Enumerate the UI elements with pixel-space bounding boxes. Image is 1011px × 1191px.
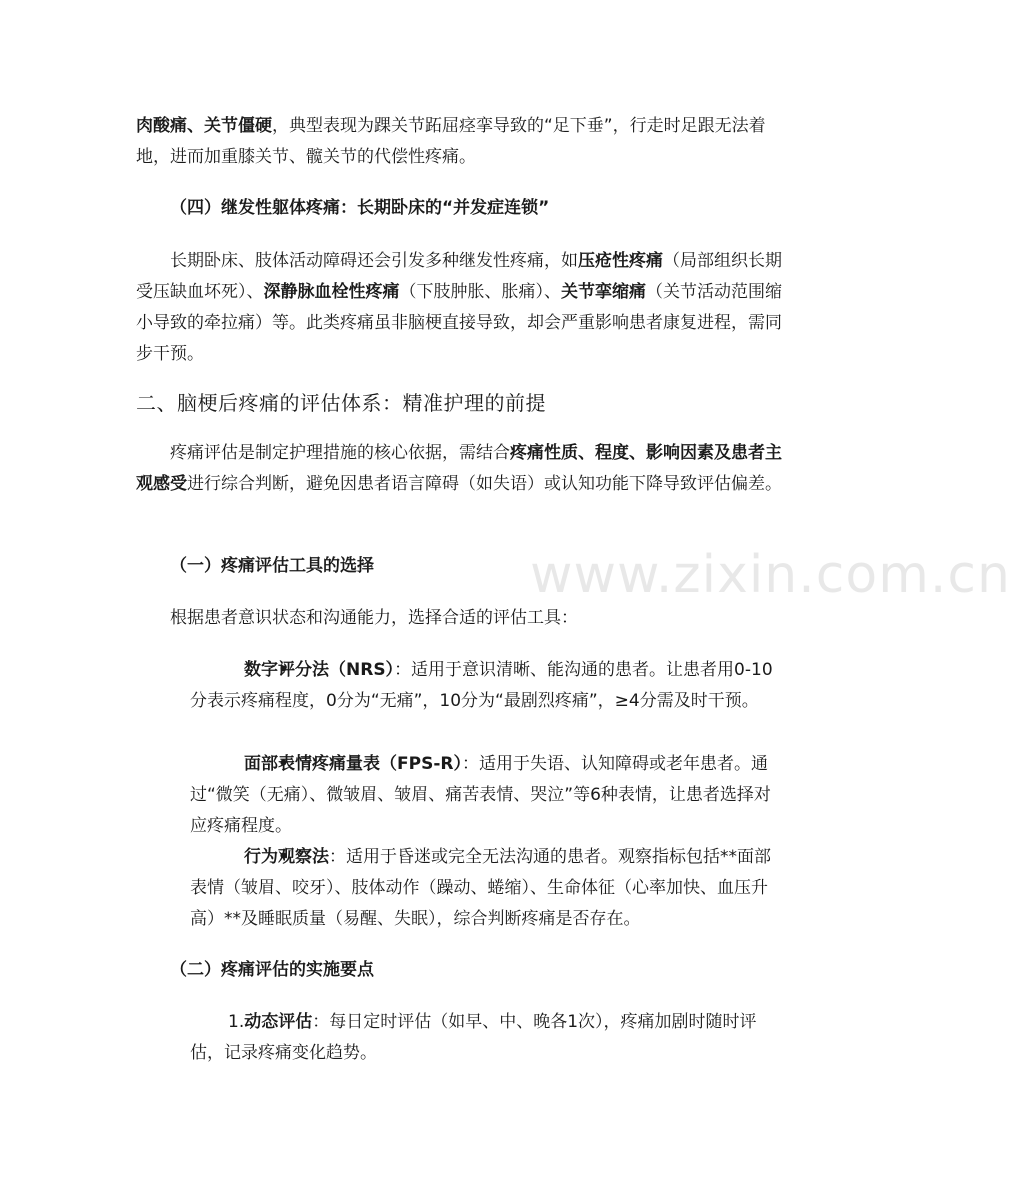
bold-term: 动态评估 [244, 1012, 313, 1032]
section-heading-one: （一）疼痛评估工具的选择 [170, 556, 374, 576]
list-item-behavior [190, 842, 786, 935]
paragraph-text: ，典型表现为踝关节跖屈痉挛导致的“足下垂”，行走时足跟无法着地，进而加重膝关节、髋关节的代偿性疼痛。 [136, 116, 766, 167]
paragraph-continued [136, 111, 786, 173]
list-item-nrs [190, 655, 786, 717]
list-item-text: ：适用于意识清晰、能沟通的患者。让患者用0-10分表示疼痛程度，0分为“无痛”，10分为“最剧烈疼痛”，≥4分需及时干预。 [190, 660, 773, 711]
bold-term: 深静脉血栓性疼痛 [263, 282, 400, 302]
bold-term: 数字评分法（NRS） [244, 660, 395, 680]
bold-term: 压疮性疼痛 [578, 251, 663, 271]
paragraph-text: （关节活动范围缩小导致的牵拉痛）等。此类疼痛虽非脑梗直接导致，却会严重影响患者康复进程，需同步干预。 [136, 282, 782, 364]
bold-term: 疼痛性质、程度、影响因素及患者主观感受 [136, 443, 782, 494]
bold-term: 肉酸痛、关节僵硬 [136, 116, 272, 136]
numbered-item-text: ：每日定时评估（如早、中、晚各1次），疼痛加剧时随时评估，记录疼痛变化趋势。 [190, 1012, 757, 1063]
paragraph-tool-choice: 根据患者意识状态和沟通能力，选择合适的评估工具： [170, 608, 578, 628]
section-heading-four: （四）继发性躯体疼痛：长期卧床的“并发症连锁” [170, 198, 550, 218]
paragraph-text: （下肢肿胀、胀痛）、 [399, 282, 561, 302]
paragraph-text: （局部组织长期受压缺血坏死）、 [136, 251, 782, 302]
paragraph-text: 疼痛评估是制定护理措施的核心依据，需结合 [170, 443, 510, 463]
item-number: 1. [228, 1012, 245, 1032]
paragraph-assessment-intro [136, 438, 786, 500]
section-heading-two: （二）疼痛评估的实施要点 [170, 960, 374, 980]
watermark: www.zixin.com.cn [530, 545, 1011, 605]
list-item-text: ：适用于失语、认知障碍或老年患者。通过“微笑（无痛）、微皱眉、皱眉、痛苦表情、哭泣”等6种表情，让患者选择对应疼痛程度。 [190, 754, 771, 836]
chapter-heading: 二、脑梗后疼痛的评估体系：精准护理的前提 [136, 391, 546, 415]
list-item-text: ：适用于昏迷或完全无法沟通的患者。观察指标包括**面部表情（皱眉、咬牙）、肢体动作（躁动、蜷缩）、生命体征（心率加快、血压升高）**及睡眠质量（易醒、失眠），综合判断疼痛是否存在。 [190, 847, 771, 929]
paragraph-text: 长期卧床、肢体活动障碍还会引发多种继发性疼痛，如 [170, 251, 578, 271]
bold-term: 关节挛缩痛 [561, 282, 646, 302]
bold-term: 行为观察法 [244, 847, 329, 867]
numbered-item-dynamic [190, 1007, 786, 1069]
bold-term: 面部表情疼痛量表（FPS-R） [244, 754, 462, 774]
paragraph-secondary-pain [136, 246, 786, 370]
paragraph-text: 进行综合判断，避免因患者语言障碍（如失语）或认知功能下降导致评估偏差。 [187, 474, 782, 494]
list-item-fps-r [190, 749, 786, 842]
